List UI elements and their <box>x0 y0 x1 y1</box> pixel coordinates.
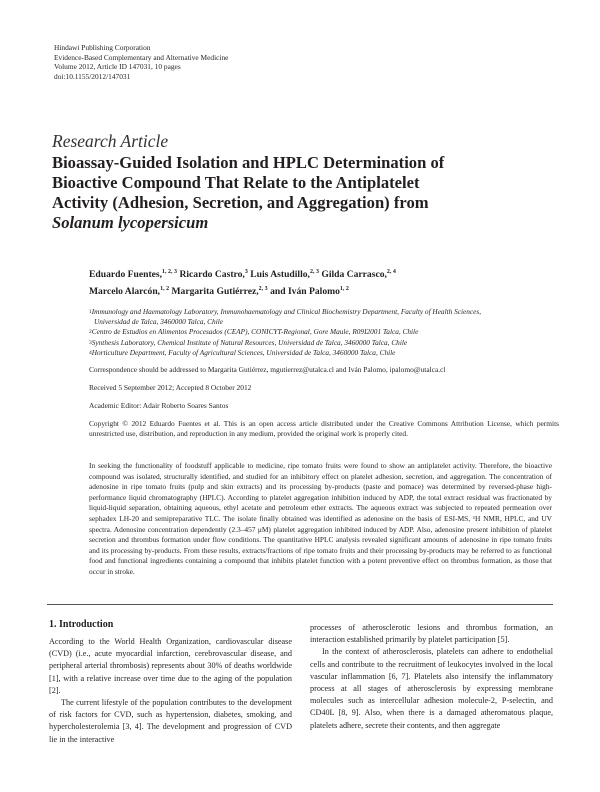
paragraph: According to the World Health Organization, cardiovascular disease (CVD) (i.e., acute myocardial infarction, cerebrovascular disease, and peripheral arterial thrombosis) represents about 30% of deaths worldwide [1], with a relative increase over time due to the aging of the population [2]. <box>49 637 292 695</box>
title-line: Activity (Adhesion, Secretion, and Aggregation) from <box>52 193 429 212</box>
title-line: Bioassay-Guided Isolation and HPLC Determination of <box>52 153 445 172</box>
volume-info: Volume 2012, Article ID 147031, 10 pages <box>54 62 181 72</box>
author-name: Margarita Gutiérrez, <box>171 286 259 298</box>
author-affil-sup: 1, 2 <box>339 286 349 293</box>
affiliation-text: Centro de Estudios en Alimentos Procesados (CEAP), CONICYT-Regional, Gore Maule, R09I2001 Talca, Chile <box>91 327 419 337</box>
author-name: Eduardo Fuentes, <box>89 269 163 281</box>
affiliation-text: Universidad de Talca, 3460000 Talca, Chile <box>94 317 223 327</box>
doi[interactable]: doi:10.1155/2012/147031 <box>54 71 131 81</box>
correspondence: Correspondence should be addressed to Margarita Gutiérrez, mgutierrez@utalca.cl and Iván Palomo, ipalomo@utalca.cl <box>89 365 446 374</box>
affiliation-number: 3 <box>89 339 92 346</box>
affiliation-text: Synthesis Laboratory, Chemical Institute of Natural Resources, Universidad de Talca, 3460000 Talca, Chile <box>91 337 408 347</box>
section-divider <box>47 604 553 605</box>
article-title <box>52 153 552 233</box>
affiliation-text: Horticulture Department, Faculty of Agricultural Sciences, Universidad de Talca, 3460000 Talca, Chile <box>91 347 396 357</box>
affiliation-number: 4 <box>89 349 92 356</box>
author-affil-sup: 2, 3 <box>258 286 268 293</box>
affiliation-number: 2 <box>89 329 92 336</box>
academic-editor: Academic Editor: Adair Roberto Soares Santos <box>89 401 229 410</box>
author-name: Ricardo Castro, <box>179 269 245 281</box>
publisher-name: Hindawi Publishing Corporation <box>54 43 151 52</box>
right-column <box>310 622 553 732</box>
affiliation-item <box>89 338 559 348</box>
abstract: In seeking the functionality of foodstuff applicable to medicine, ripe tomato fruits were found to show an antiplatelet activity. Therefore, the bioactive compound was isolated, structurally identified, and studied for an inhibitory effect on platelet adhesion, secretion, and aggregation. The concentration of adenosine in ripe tomato fruits (pulp and skin extracts) and its processing by-products (paste and pomace) was determined by reversed-phase high-performance liquid chromatography (HPLC). According to platelet aggregation inhibition induced by ADP, the total extract residual was fractionated by liquid-liquid separation, obtaining aqueous, ethyl acetate and petroleum ether extracts. The aqueous extract was subjected to repeated permeation over sephadex LH-20 and semipreparative TLC. The isolate finally obtained was identified as adenosine on the basis of ESI-MS, ¹H NMR, HPLC, and UV spectra. Adenosine concentration dependently (2.3–457 μM) platelet aggregation inhibited induced by ADP. Also, adenosine present inhibition of platelet secretion and thrombus formation under flow conditions. The quantitative HPLC analysis revealed significant amounts of adenosine in ripe tomato fruits and its processing by-products. From these results, extracts/fractions of ripe tomato fruits and their processing by-products may be referred to as functional food and functional ingredients containing a compound that inhibits platelet function with a potent preventive effect on thrombus formation, as those that occur in stroke. <box>89 461 552 576</box>
affiliation-item <box>89 327 559 337</box>
copyright-notice: Copyright © 2012 Eduardo Fuentes et al. This is an open access article distributed under the Creative Commons Attribution License, which permits unrestricted use, distribution, and reproduction in any medium, provided the original work is properly cited. <box>89 419 559 438</box>
author-affil-sup: 2, 3 <box>309 269 319 275</box>
affiliations <box>89 307 559 358</box>
author-affil-sup: 3 <box>244 269 248 275</box>
paragraph: The current lifestyle of the population contributes to the development of risk factors for CVD, such as hypertension, diabetes, smoking, and hypercholesterolemia [3, 4]. The development and progression of CVD lie in the interactive <box>49 698 292 744</box>
author-name: Marcelo Alarcón, <box>89 286 161 298</box>
author-name: Luis Astudillo, <box>250 269 310 281</box>
title-line: Bioactive Compound That Relate to the Antiplatelet <box>52 173 420 192</box>
affiliation-number: 1 <box>89 309 92 315</box>
author-list <box>89 265 559 299</box>
author-affil-sup: 2, 4 <box>386 269 396 275</box>
paragraph: In the context of atherosclerosis, platelets can adhere to endothelial cells and contribute to the recruitment of leukocytes involved in the local vascular inflammation [6, 7]. Platelets also intensify the inflammatory process at all stages of atherosclerosis by expressing membrane molecules such as intercellular adhesion molecule-2, P-selectin, and CD40L [8, 9]. Also, when there is a damaged atheromatous plaque, platelets adhere, secrete their contents, and then aggregate <box>310 647 553 730</box>
author-affil-sup: 1, 2 <box>160 286 170 293</box>
author-name: and Iván Palomo <box>270 286 340 298</box>
affiliation-text: Immunology and Haematology Laboratory, Immunohaematology and Clinical Biochemistry Department, Faculty of Health Sciences, <box>91 307 482 316</box>
affiliation-item <box>89 307 559 327</box>
author-name: Gilda Carrasco, <box>321 269 387 281</box>
section-heading: 1. Introduction <box>49 619 114 630</box>
paragraph: processes of atherosclerotic lesions and thrombus formation, an interaction established primarily by platelet participation [5]. <box>310 623 553 645</box>
journal-name: Evidence-Based Complementary and Alternative Medicine <box>54 52 229 62</box>
received-dates: Received 5 September 2012; Accepted 8 October 2012 <box>89 383 252 392</box>
left-column <box>49 636 292 746</box>
article-type: Research Article <box>52 131 169 151</box>
affiliation-item <box>89 348 559 358</box>
publication-info <box>54 43 228 81</box>
title-line-species: Solanum lycopersicum <box>52 213 209 232</box>
author-affil-sup: 1, 2, 3 <box>162 269 178 275</box>
